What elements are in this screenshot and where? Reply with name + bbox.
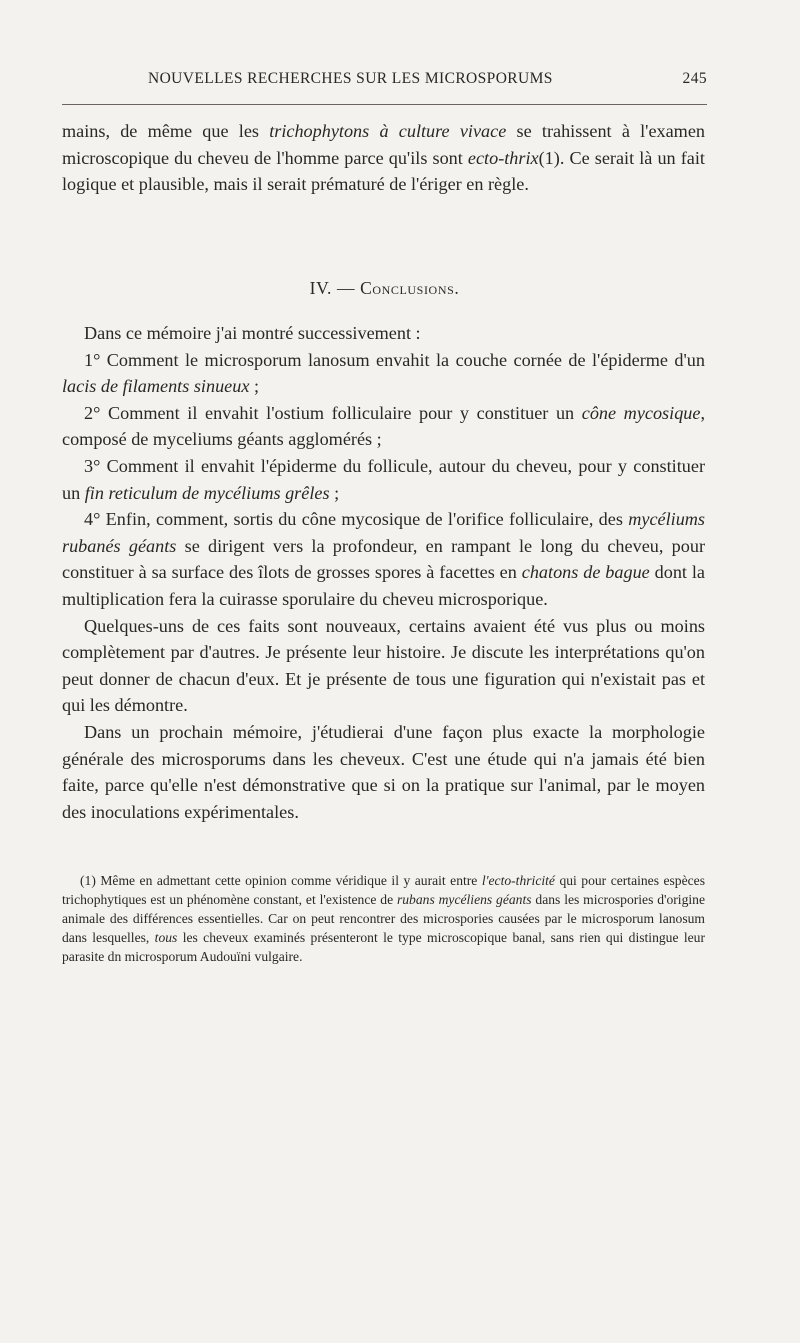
section-title: Conclusions. <box>360 278 460 298</box>
running-title: NOUVELLES RECHERCHES SUR LES MICROSPORUMS <box>148 70 553 87</box>
footnote-text: (1) Même en admettant cette opinion comme véridique il y aurait entre l'ecto-thricité qui pour certaines espèces trichophytiques est un phénomène constant, et l'existence de rubans mycéliens géants dans les microspories d'origine animale des différences essentielles. Car on peut rencontrer des microspories causées par le microsporum lanosum dans lesquelles, tous les cheveux examinés présenteront le type microscopique banal, sans rien qui distingue leur parasite dn microsporum Audouïni vulgaire. <box>62 873 706 964</box>
footnote <box>62 872 705 967</box>
conclusions-body <box>62 320 705 825</box>
conclusion-item-1: 1° Comment le microsporum lanosum envahit la couche cornée de l'épiderme d'un lacis de filaments sinueux ; <box>62 349 705 397</box>
paragraph-next-memoir: Dans un prochain mémoire, j'étudierai d'une façon plus exacte la morphologie générale des microsporums dans les cheveux. C'est une étude qui n'a jamais été bien faite, parce qu'elle n'est démonstrative que si on la pratique sur l'animal, par le moyen des inoculations expérimentales. <box>62 721 705 822</box>
intro-paragraph <box>62 118 705 198</box>
conclusion-item-3: 3° Comment il envahit l'épiderme du follicule, autour du cheveu, pour y constituer un fin reticulum de mycéliums grêles ; <box>62 455 705 503</box>
section-heading <box>62 278 707 299</box>
paragraph-new-facts: Quelques-uns de ces faits sont nouveaux, certains avaient été vus plus ou moins complètement par d'autres. Je présente leur histoire. Je discute les interprétations qu'on peut donner de chacun d'eux. Et je présente de tous une figuration qui n'existait pas et qui les démontre. <box>62 615 705 716</box>
paragraph-continuation: mains, de même que les trichophytons à culture vivace se trahissent à l'examen microscopique du cheveu de l'homme parce qu'ils sont ecto-thrix(1). Ce serait là un fait logique et plausible, mais il serait prématuré de l'ériger en règle. <box>62 121 705 195</box>
section-number: IV. — <box>309 278 361 298</box>
header-rule <box>62 104 707 105</box>
conclusion-item-4: 4° Enfin, comment, sortis du cône mycosique de l'orifice folliculaire, des mycéliums rubanés géants se dirigent vers la profondeur, en rampant le long du cheveu, pour constituer à sa surface des îlots de grosses spores à facettes en chatons de bague dont la multiplication fera la cuirasse sporulaire du cheveu microsporique. <box>62 509 706 609</box>
page-number: 245 <box>682 70 707 87</box>
conclusions-lead: Dans ce mémoire j'ai montré successivement : <box>84 323 421 343</box>
conclusion-item-2: 2° Comment il envahit l'ostium folliculaire pour y constituer un cône mycosique, composé de myceliums géants agglomérés ; <box>62 402 705 450</box>
